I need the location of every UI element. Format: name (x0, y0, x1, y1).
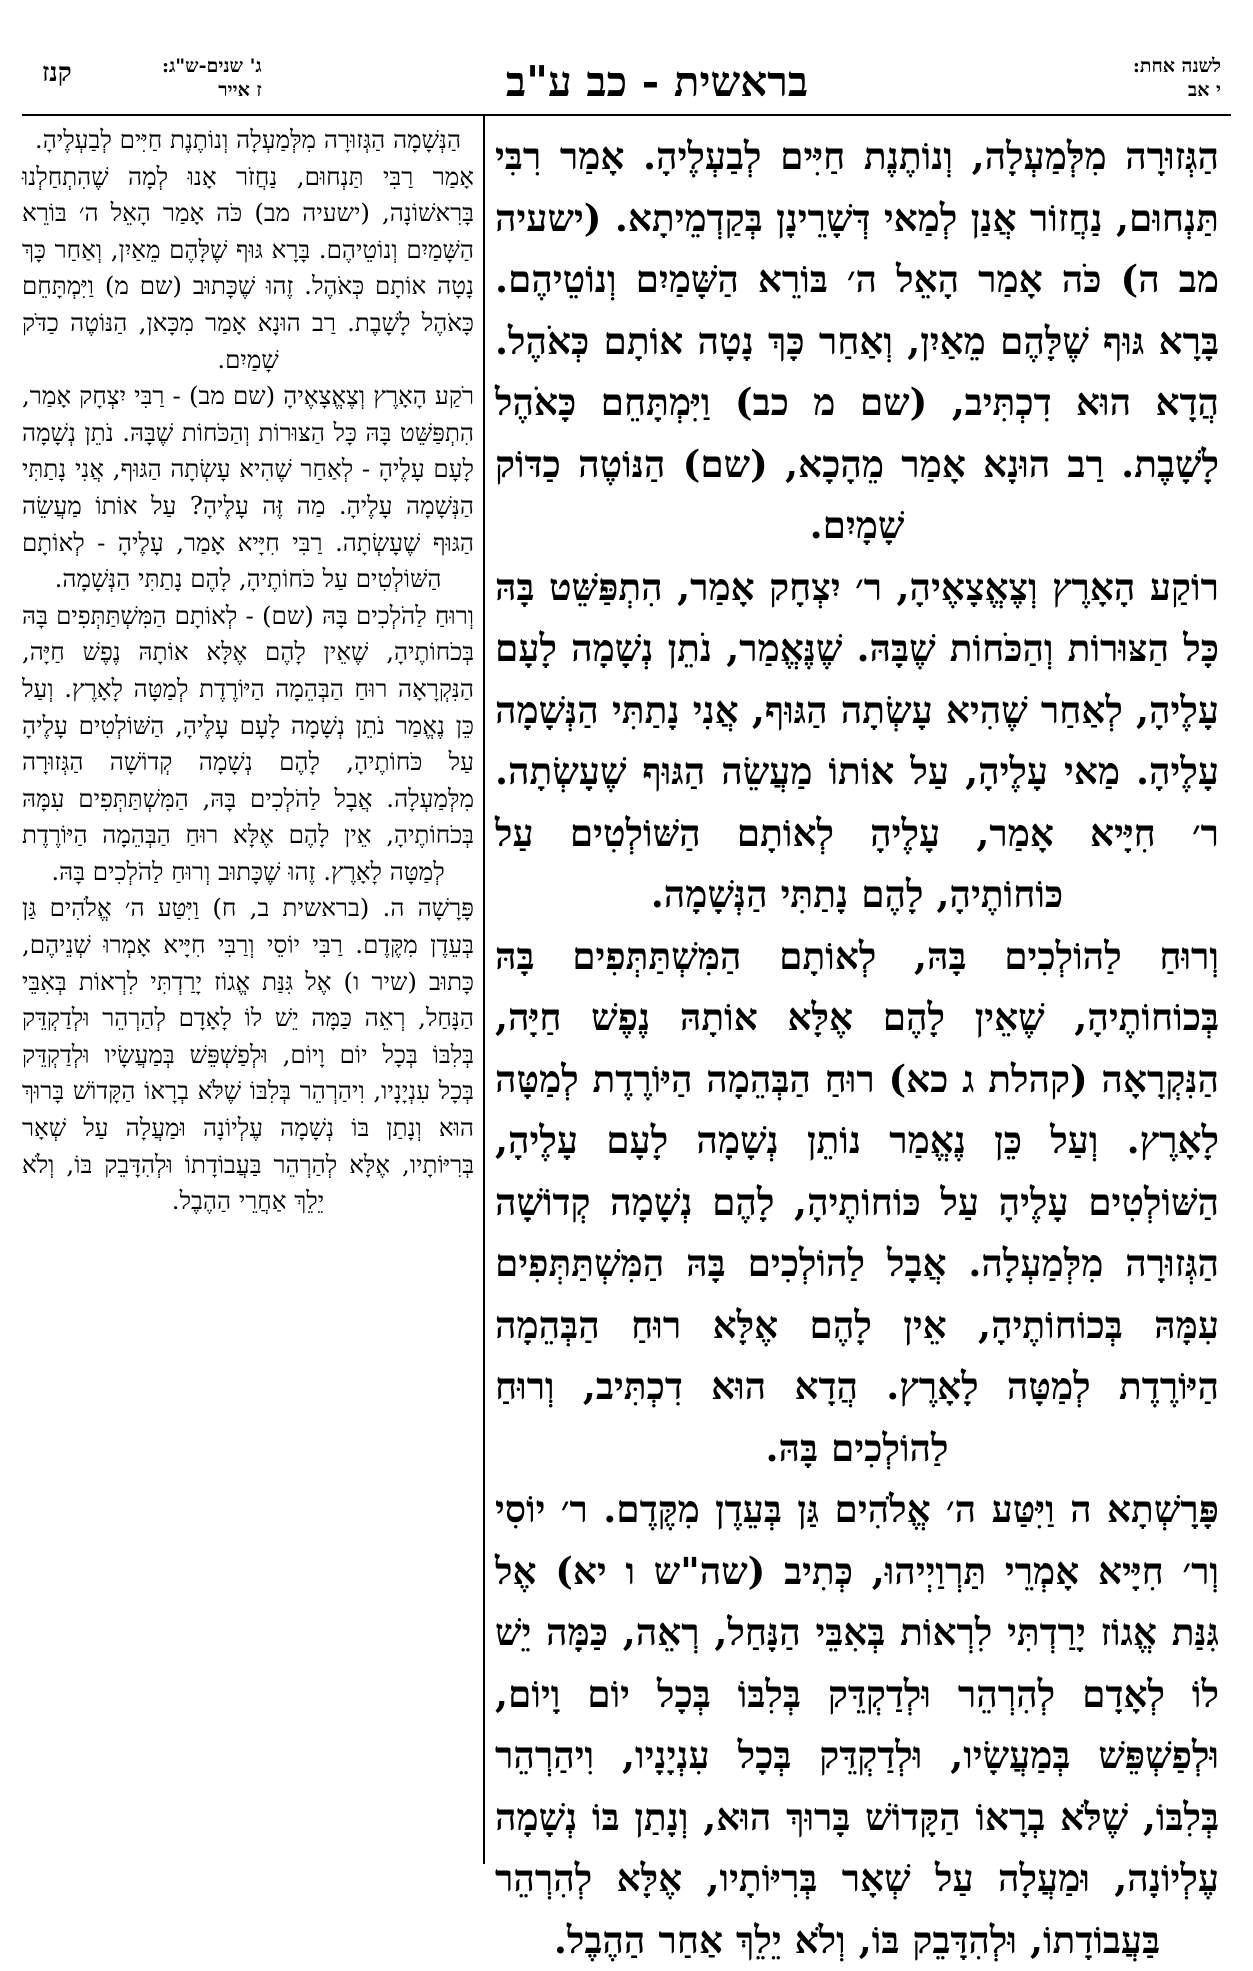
side-paragraph: רֹקַע הָאָרֶץ וְצֶאֱצָאֶיהָ (שם מב) - רַבִּי יִצְחָק אָמַר, הִתְפַּשֵּׁט בָּהּ כָּל הַצּוּרוֹת וְהַכֹּחוֹת שֶׁבָּהּ. נֹתֵן נְשָׁמָה לָעָם עָלֶיהָ - לְאַחַר שֶׁהִיא עָשְׂתָה הַגּוּף, אֲנִי נָתַתִּי הַנְּשָׁמָה עָלֶיהָ. מַה זֶּה עָלֶיהָ? עַל אוֹתוֹ מַעֲשֵׂה הַגּוּף שֶׁעָשְׂתָה. רַבִּי חִיָּיא אָמַר, עָלֶיהָ - לְאוֹתָם הַשּׁוֹלְטִים עַל כֹּחוֹתֶיהָ, לָהֶם נָתַתִּי הַנְּשָׁמָה. (22, 381, 474, 594)
header-left-info (162, 54, 262, 102)
header-right-line1: לשנה אחת: (1132, 55, 1221, 77)
translation-column (22, 122, 474, 1862)
header-right-info (1133, 54, 1221, 102)
main-paragraph: פָּרָשְׁתָא ה וַיִּטַּע ה׳ אֱלֹהִים גַּן בְּעֵדֶן מִקֶּדֶם. ר׳ יוֹסִי וְר׳ חִיָּיא אָמְרֵי תַּרְוַיְיהוּ, כְּתִיב (שה"ש ו יא) אֶל גִּנַּת אֱגוֹז יָרַדְתִּי לִרְאוֹת בְּאִבֵּי הַנָּחַל, רְאֵה, כַּמָּה יֵשׁ לוֹ לְאָדָם לְהִרְהֵר וּלְדַקְדֵּק בְּלִבּוֹ בְּכָל יוֹם וָיוֹם, וּלְפַשְׁפֵּשׁ בְּמַעֲשָׂיו, וּלְדַקְדֵּק בְּכָל עִנְיָנָיו, וִיהַרְהֵר בְּלִבּוֹ, שֶׁלֹּא בְרָאוֹ הַקָּדוֹשׁ בָּרוּךְ הוּא, וְנָתַן בּוֹ נְשָׁמָה עֶלְיוֹנָה, וּמַעֲלָה עַל שְׁאָר בְּרִיּוֹתָיו, אֶלָּא לְהִרְהֵר בַּעֲבוֹדָתוֹ, וּלְהִדָּבֵק בּוֹ, וְלֹא יֵלֵךְ אַחַר הַהֶבֶל. (495, 1487, 1219, 1962)
header-divider (22, 114, 1231, 116)
page-number: קנז (42, 58, 72, 88)
side-paragraph: פָּרָשָׁה ה. (בראשית ב, ח) וַיִּטַּע ה׳ אֱלֹהִים גַּן בְּעֵדֶן מִקֶּדֶם. רַבִּי יוֹסֵי וְרַבִּי חִיָּיא אָמְרוּ שְׁנֵיהֶם, כָּתוּב (שיר ו) אֶל גִּנַּת אֱגוֹז יָרַדְתִּי לִרְאוֹת בְּאִבֵּי הַנָּחַל, רְאֵה כַּמָּה יֵשׁ לוֹ לָאָדָם לְהַרְהֵר וּלְדַקְדֵּק בְּלִבּוֹ בְּכָל יוֹם וָיוֹם, וּלְפַשְׁפֵּשׁ בְּמַעֲשָׂיו וּלְדַקְדֵּק בְּכָל עִנְיָנָיו, וִיהַרְהֵר בְּלִבּוֹ שֶׁלֹּא בְרָאוֹ הַקָּדוֹשׁ בָּרוּךְ הוּא וְנָתַן בּוֹ נְשָׁמָה עֶלְיוֹנָה וּמַעֲלָה עַל שְׁאָר בְּרִיּוֹתָיו, אֶלָּא לְהַרְהֵר בַּעֲבוֹדָתוֹ וּלְהִדָּבֵק בּוֹ, וְלֹא יֵלֵךְ אַחֲרֵי הַהֶבֶל. (22, 893, 474, 1216)
side-paragraph: הַנְּשָׁמָה הַגְּזוּרָה מִלְּמַעְלָה וְנוֹתֶנֶת חַיִּים לְבַעְלֶיהָ. (34, 125, 462, 154)
side-paragraph: אָמַר רַבִּי תַּנְחוּם, נַחֲזֹר אָנוּ לְמָה שֶׁהִתְחַלְנוּ בָּרִאשׁוֹנָה, (ישעיה מב) כֹּה אָמַר הָאֵל ה׳ בּוֹרֵא הַשָּׁמַיִם וְנוֹטֵיהֶם. בָּרָא גּוּף שֶׁלָּהֶם מֵאַיִן, וְאַחַר כָּךְ נָטָה אוֹתָם כְּאֹהֶל. זֶהוּ שֶׁכָּתוּב (שם מ) וַיִּמְתָּחֵם כָּאֹהֶל לָשָׁבֶת. רַב הוּנָא אָמַר מִכָּאן, הַנּוֹטֶה כַדֹּק שָׁמַיִם. (22, 161, 474, 374)
page-title: בראשית - כב ע"ב (505, 57, 809, 106)
side-paragraph: וְרוּחַ לַהֹלְכִים בָּהּ (שם) - לְאוֹתָם הַמִּשְׁתַּתְּפִים בָּהּ בְּכֹחוֹתֶיהָ, שֶׁאֵין לָהֶם אֶלָּא אוֹתָהּ נֶפֶשׁ חַיָּה, הַנִּקְרָאָה רוּחַ הַבְּהֵמָה הַיּוֹרֶדֶת לְמַטָּה לָאָרֶץ. וְעַל כֵּן נֶאֱמַר נֹתֵן נְשָׁמָה לָעָם עָלֶיהָ, הַשּׁוֹלְטִים עָלֶיהָ עַל כֹּחוֹתֶיהָ, לָהֶם נְשָׁמָה קְדוֹשָׁה הַגְּזוּרָה מִלְּמַעְלָה. אֲבָל לַהֹלְכִים בָּהּ, הַמִּשְׁתַּתְּפִים עִמָּהּ בְּכֹחוֹתֶיהָ, אֵין לָהֶם אֶלָּא רוּחַ הַבְּהֵמָה הַיּוֹרֶדֶת לְמַטָּה לָאָרֶץ. זֶהוּ שֶׁכָּתוּב וְרוּחַ לַהֹלְכִים בָּהּ. (22, 600, 474, 886)
header-left-line1: ג' שנים-ש"ג: (162, 55, 262, 77)
main-paragraph: הַגְּזוּרָה מִלְּמַעְלָה, וְנוֹתֶנֶת חַיִּים לְבַעְלֶיהָ. אָמַר רִבִּי תַּנְחוּם, נַחֲזוֹר אֲנַן לְמַאי דְּשָׁרֵינָן בְּקַדְמֵיתָא. (ישעיה מב ה) כֹּה אָמַר הָאֵל ה׳ בּוֹרֵא הַשָּׁמַיִם וְנוֹטֵיהֶם. בָּרָא גּוּף שֶׁלָּהֶם מֵאַיִן, וְאַחַר כָּךְ נָטָה אוֹתָם כְּאֹהֶל. הֲדָא הוּא דִכְתִּיב, (שם מ כב) וַיִּמְתָּחֵם כָּאֹהֶל לָשָׁבֶת. רַב הוּנָא אָמַר מֵהָכָא, (שם) הַנּוֹטֶה כַדּוֹק שָׁמָיִם. (495, 134, 1219, 547)
page-header (22, 54, 1231, 114)
header-right-line2: י אב (1188, 79, 1221, 101)
main-paragraph: רוֹקַע הָאָרֶץ וְצֶאֱצָאֶיהָ, ר׳ יִצְחָק אָמַר, הִתְפַּשֵּׁט בָּהּ כָּל הַצּוּרוֹת וְהַכֹּחוֹת שֶׁבָּהּ. שֶׁנֶּאֱמַר, נֹתֵן נְשָׁמָה לָעָם עָלֶיהָ, לְאַחַר שֶׁהִיא עָשְׂתָה הַגּוּף, אֲנִי נָתַתִּי הַנְּשָׁמָה עָלֶיהָ. מַאי עָלֶיהָ, עַל אוֹתוֹ מַעֲשֵׂה הַגּוּף שֶׁעָשְׂתָה. ר׳ חִיָּיא אָמַר, עָלֶיהָ לְאוֹתָם הַשּׁוֹלְטִים עַל כּוֹחוֹתֶיהָ, לָהֶם נָתַתִּי הַנְּשָׁמָה. (495, 564, 1219, 916)
column-divider (483, 114, 485, 1864)
header-left-line2: ז אייר (218, 79, 262, 101)
main-text-column (495, 126, 1219, 1962)
main-paragraph: וְרוּחַ לַהוֹלְכִים בָּהּ, לְאוֹתָם הַמִּשְׁתַּתְּפִים בָּהּ בְּכוֹחוֹתֶיהָ, שֶׁאֵין לָהֶם אֶלָּא אוֹתָהּ נֶפֶשׁ חַיָּה, הַנִּקְרָאָה (קהלת ג כא) רוּחַ הַבְּהֵמָה הַיּוֹרֶדֶת לְמַטָּה לָאָרֶץ. וְעַל כֵּן נֶאֱמַר נוֹתֵן נְשָׁמָה לָעָם עָלֶיהָ, הַשּׁוֹלְטִים עָלֶיהָ עַל כּוֹחוֹתֶיהָ, לָהֶם נְשָׁמָה קְדוֹשָׁה הַגְּזוּרָה מִלְּמַעְלָה. אֲבָל לַהוֹלְכִים בָּהּ הַמִּשְׁתַּתְּפִים עִמָּהּ בְּכוֹחוֹתֶיהָ, אֵין לָהֶם אֶלָּא רוּחַ הַבְּהֵמָה הַיּוֹרֶדֶת לְמַטָּה לָאָרֶץ. הֲדָא הוּא דִכְתִּיב, וְרוּחַ לַהוֹלְכִים בָּהּ. (495, 933, 1219, 1470)
